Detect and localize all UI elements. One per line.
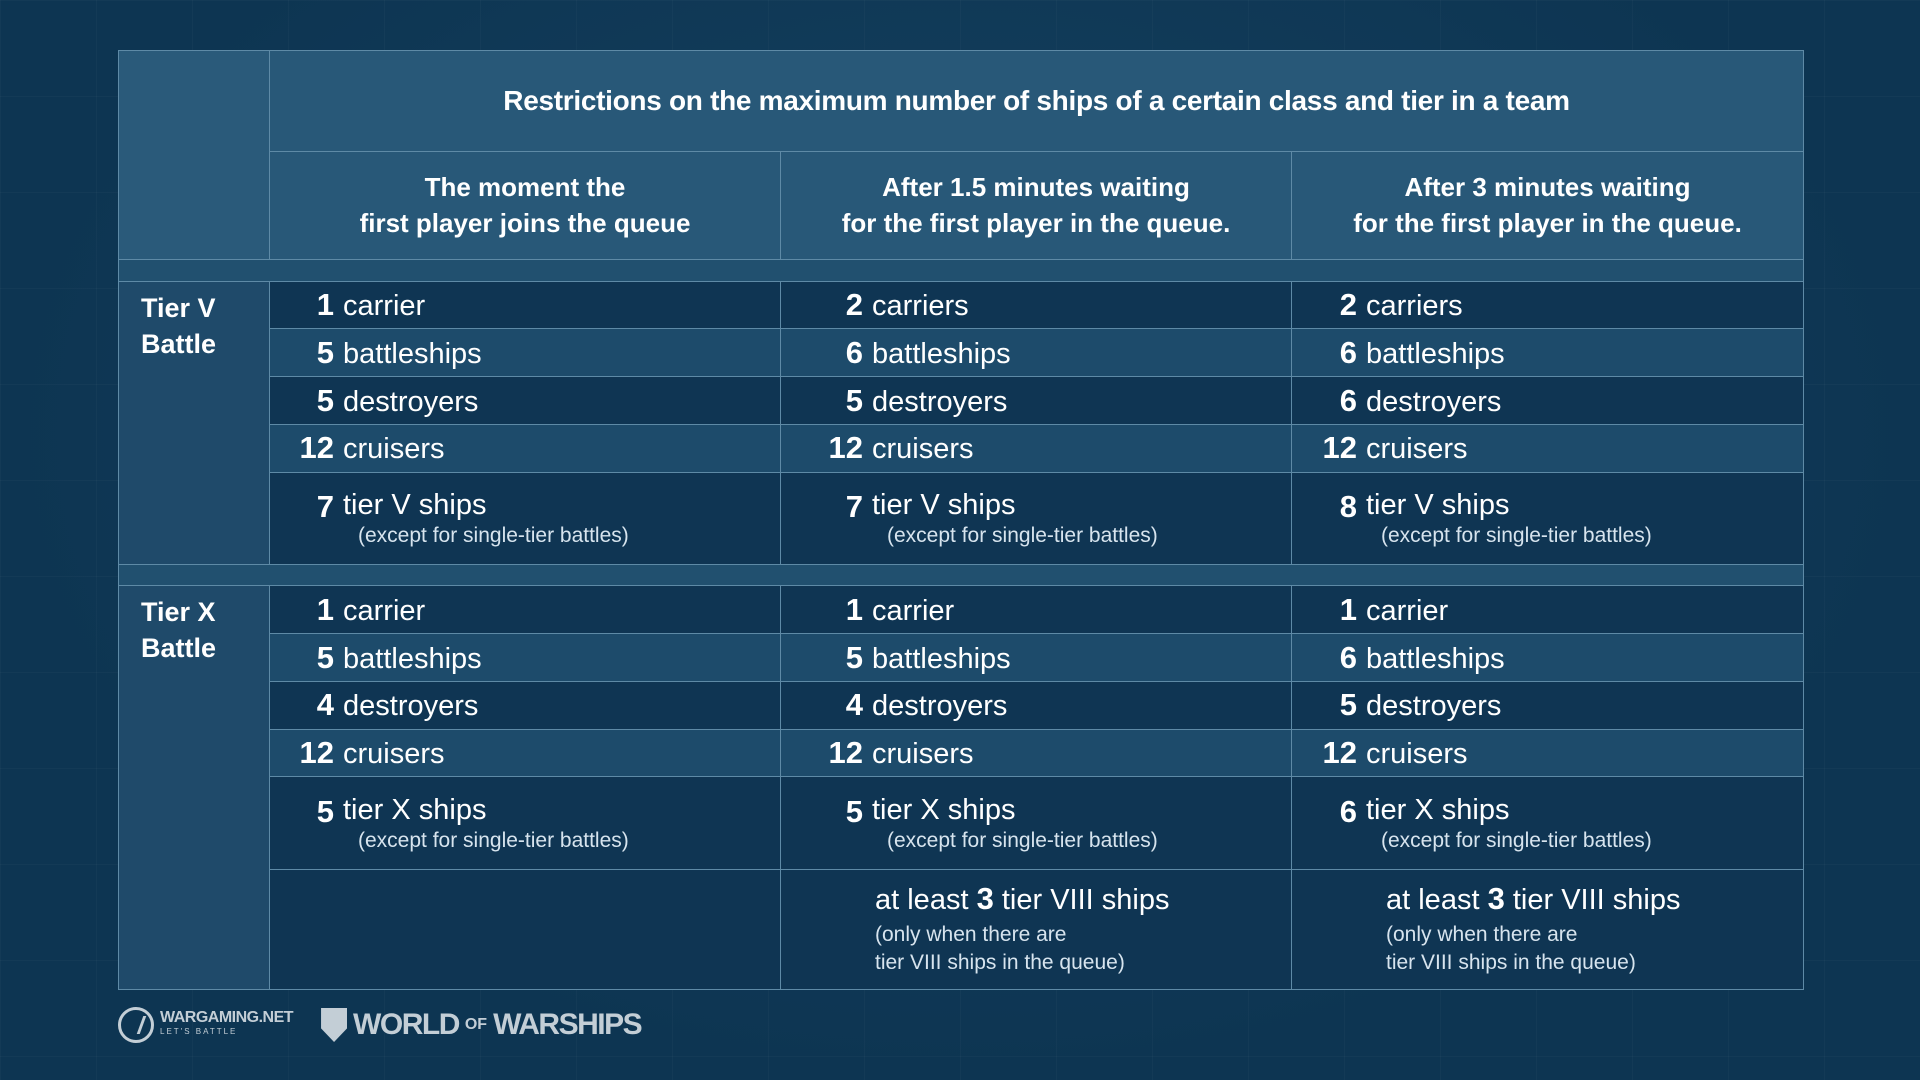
table-cell [1292, 777, 1804, 869]
cell-value: 7 [845, 488, 863, 524]
cell-value: 1 [316, 591, 334, 627]
cell-value: 12 [1322, 430, 1357, 466]
section-spacer [119, 565, 1804, 586]
cell-label: cruisers [343, 433, 445, 466]
table-cell [1292, 681, 1804, 729]
cell-label: tier X ships [343, 793, 487, 826]
cell-value: 1 [316, 287, 334, 323]
cell-value: 12 [299, 430, 334, 466]
extra-suffix: tier VIII ships [1512, 884, 1681, 917]
cell-note: (except for single-tier battles) [887, 828, 1158, 852]
extra-prefix: at least [875, 884, 969, 917]
cell-value: 12 [299, 735, 334, 771]
column-header-1: The moment the first player joins the queue [270, 151, 781, 260]
wargaming-emblem-icon [118, 1007, 154, 1043]
table-cell [1292, 377, 1804, 425]
cell-label: battleships [343, 337, 482, 370]
table-cell [1292, 424, 1804, 472]
wargaming-tagline: LET'S BATTLE [160, 1027, 238, 1036]
restrictions-table [118, 50, 1804, 990]
cell-value: 1 [1339, 591, 1357, 627]
extra-note-line2: tier VIII ships in the queue) [875, 951, 1125, 975]
footer-logos [118, 1003, 641, 1047]
cell-label: battleships [872, 642, 1011, 675]
cell-value: 2 [1339, 287, 1357, 323]
extra-note-line1: (only when there are [1386, 923, 1578, 947]
table-cell [781, 634, 1292, 682]
column-header-2: After 1.5 minutes waiting for the first player in the queue. [781, 151, 1292, 260]
cell-value: 2 [845, 287, 863, 323]
cell-label: tier V ships [872, 488, 1016, 521]
cell-value: 12 [1322, 735, 1357, 771]
table-cell [270, 377, 781, 425]
table-cell [270, 329, 781, 377]
cell-label: tier X ships [872, 793, 1016, 826]
cell-value: 12 [828, 735, 863, 771]
cell-label: battleships [1366, 337, 1505, 370]
cell-value: 5 [316, 334, 334, 370]
table-cell [1292, 729, 1804, 777]
cell-value: 1 [845, 591, 863, 627]
cell-value: 6 [845, 334, 863, 370]
table-row [119, 681, 1804, 729]
tier-v-label: Tier V Battle [119, 281, 270, 564]
table-cell [270, 729, 781, 777]
extra-value: 3 [1487, 881, 1505, 917]
cell-label: carrier [872, 594, 955, 627]
table-row [119, 634, 1804, 682]
cell-label: destroyers [872, 385, 1008, 418]
extra-note-line2: tier VIII ships in the queue) [1386, 951, 1636, 975]
cell-label: cruisers [1366, 738, 1468, 771]
extra-suffix: tier VIII ships [1001, 884, 1170, 917]
cell-label: battleships [1366, 642, 1505, 675]
table-cell [1292, 869, 1804, 989]
cell-value: 5 [845, 382, 863, 418]
table-cell [1292, 329, 1804, 377]
cell-label: destroyers [343, 690, 479, 723]
warships-shield-icon [321, 1008, 347, 1042]
table-cell [781, 681, 1292, 729]
cell-value: 6 [1339, 382, 1357, 418]
table-row [119, 869, 1804, 989]
table-row [119, 729, 1804, 777]
table-cell [781, 472, 1292, 564]
cell-label: destroyers [1366, 385, 1502, 418]
cell-label: carriers [1366, 290, 1463, 323]
table-cell [781, 281, 1292, 329]
table-row [119, 472, 1804, 564]
table-cell [1292, 472, 1804, 564]
table-row [119, 424, 1804, 472]
cell-label: cruisers [872, 738, 974, 771]
table-cell [1292, 586, 1804, 634]
table-cell-empty [270, 869, 781, 989]
table-cell [270, 634, 781, 682]
table-cell [781, 777, 1292, 869]
wows-world: WORLD [353, 1008, 459, 1041]
cell-label: cruisers [1366, 433, 1468, 466]
table-row [119, 329, 1804, 377]
wows-warships: WARSHIPS [493, 1008, 642, 1041]
cell-label: cruisers [872, 433, 974, 466]
cell-value: 12 [828, 430, 863, 466]
table-row [119, 377, 1804, 425]
cell-value: 5 [316, 639, 334, 675]
table-row [119, 281, 1804, 329]
cell-value: 6 [1339, 639, 1357, 675]
table-cell [270, 681, 781, 729]
cell-label: carrier [343, 594, 426, 627]
cell-label: destroyers [343, 385, 479, 418]
table-cell [781, 424, 1292, 472]
wargaming-name: WARGAMING.NET [160, 1009, 294, 1026]
section-spacer [119, 260, 1804, 281]
cell-value: 4 [316, 687, 334, 723]
table-cell [781, 586, 1292, 634]
cell-label: tier X ships [1366, 793, 1510, 826]
cell-value: 6 [1339, 334, 1357, 370]
cell-value: 5 [845, 639, 863, 675]
table-cell [781, 329, 1292, 377]
cell-label: destroyers [872, 690, 1008, 723]
wows-of: OF [464, 1016, 488, 1033]
wargaming-logo [118, 1007, 293, 1043]
cell-note: (except for single-tier battles) [887, 523, 1158, 547]
cell-value: 5 [316, 793, 334, 829]
cell-value: 5 [1339, 687, 1357, 723]
table-row [119, 586, 1804, 634]
world-of-warships-logo [321, 1008, 641, 1042]
extra-prefix: at least [1386, 884, 1480, 917]
cell-note: (except for single-tier battles) [1381, 828, 1652, 852]
cell-value: 8 [1339, 488, 1357, 524]
extra-value: 3 [976, 881, 994, 917]
cell-value: 4 [845, 687, 863, 723]
cell-value: 6 [1339, 793, 1357, 829]
table-row [119, 777, 1804, 869]
corner-cell [119, 51, 270, 260]
table-title: Restrictions on the maximum number of ships of a certain class and tier in a team [270, 51, 1804, 152]
cell-label: carrier [1366, 594, 1449, 627]
column-header-3: After 3 minutes waiting for the first player in the queue. [1292, 151, 1804, 260]
cell-label: destroyers [1366, 690, 1502, 723]
cell-label: carrier [343, 290, 426, 323]
extra-note-line1: (only when there are [875, 923, 1067, 947]
table-cell [270, 586, 781, 634]
cell-label: tier V ships [343, 488, 487, 521]
table-cell [270, 424, 781, 472]
table-cell [781, 377, 1292, 425]
tier-x-label: Tier X Battle [119, 586, 270, 990]
cell-label: battleships [343, 642, 482, 675]
table-cell [1292, 634, 1804, 682]
table-cell [270, 777, 781, 869]
cell-label: carriers [872, 290, 969, 323]
table-cell [781, 729, 1292, 777]
cell-label: battleships [872, 337, 1011, 370]
cell-value: 7 [316, 488, 334, 524]
cell-note: (except for single-tier battles) [358, 828, 629, 852]
cell-value: 5 [845, 793, 863, 829]
table-cell [1292, 281, 1804, 329]
cell-note: (except for single-tier battles) [358, 523, 629, 547]
cell-label: cruisers [343, 738, 445, 771]
cell-note: (except for single-tier battles) [1381, 523, 1652, 547]
table-cell [270, 472, 781, 564]
cell-label: tier V ships [1366, 488, 1510, 521]
table-cell [781, 869, 1292, 989]
table-cell [270, 281, 781, 329]
cell-value: 5 [316, 382, 334, 418]
